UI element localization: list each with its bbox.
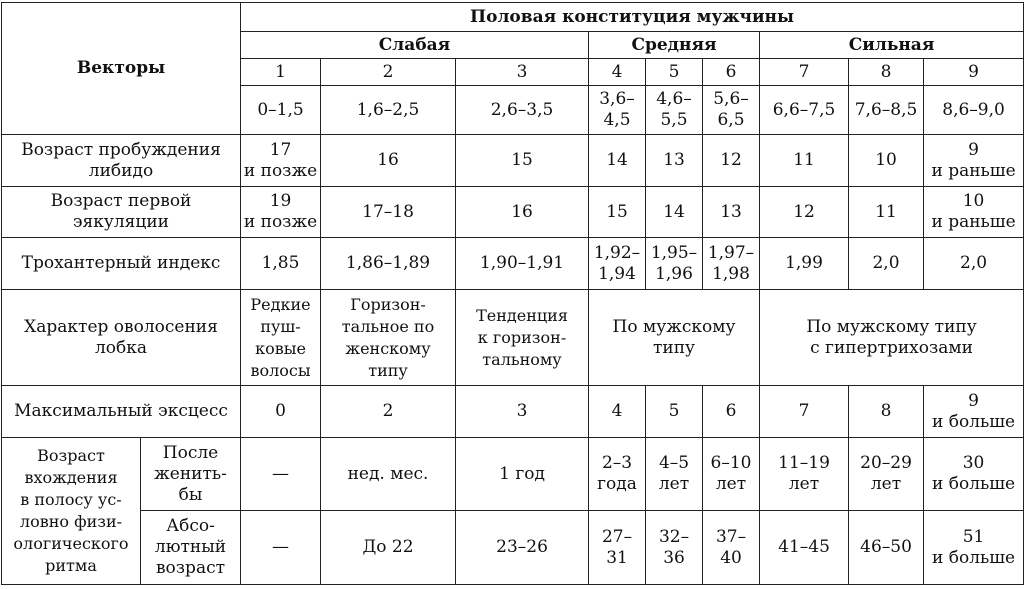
group-weak: Слабая	[241, 32, 589, 59]
table-cell: 32– 36	[646, 511, 703, 585]
table-cell: нед. мес.	[321, 438, 456, 511]
number-cell: 1	[241, 59, 321, 86]
table-cell: 17–18	[321, 187, 456, 238]
table-cell: 6–10 лет	[703, 438, 760, 511]
table-cell: 23–26	[456, 511, 589, 585]
table-cell: 17 и позже	[241, 135, 321, 187]
table-cell: 13	[703, 187, 760, 238]
number-cell: 5	[646, 59, 703, 86]
table-cell: 7	[760, 386, 849, 438]
table-cell: 51 и больше	[924, 511, 1024, 585]
number-cell: 2	[321, 59, 456, 86]
table-cell: 4–5 лет	[646, 438, 703, 511]
row-label-rhythm: Возраст вхождения в полосу ус- ловно физи- ологического ритма	[2, 438, 141, 585]
table-cell: Редкие пуш- ковые волосы	[241, 290, 321, 386]
table-cell: 20–29 лет	[849, 438, 924, 511]
table-cell: 19 и позже	[241, 187, 321, 238]
table-cell: 14	[589, 135, 646, 187]
table-cell: 16	[321, 135, 456, 187]
table-cell: 1,86–1,89	[321, 238, 456, 290]
table-cell: Горизон- тальное по женскому типу	[321, 290, 456, 386]
table-cell: 41–45	[760, 511, 849, 585]
range-cell: 2,6–3,5	[456, 86, 589, 135]
constitution-table	[1, 2, 1024, 585]
table-cell: 11	[849, 187, 924, 238]
table-cell: До 22	[321, 511, 456, 585]
table-cell: 2	[321, 386, 456, 438]
table-cell: 27– 31	[589, 511, 646, 585]
table-cell: 8	[849, 386, 924, 438]
table-cell: 10	[849, 135, 924, 187]
table-cell: 1,85	[241, 238, 321, 290]
table-cell: 16	[456, 187, 589, 238]
vectors-header: Векторы	[2, 3, 241, 135]
range-cell: 1,6–2,5	[321, 86, 456, 135]
table-cell: 15	[456, 135, 589, 187]
group-medium: Средняя	[589, 32, 760, 59]
range-cell: 0–1,5	[241, 86, 321, 135]
table-cell: 11–19 лет	[760, 438, 849, 511]
table-cell: 0	[241, 386, 321, 438]
table-cell: По мужскому типу с гипертрихозами	[760, 290, 1024, 386]
table-cell: 2–3 года	[589, 438, 646, 511]
table-cell: 10 и раньше	[924, 187, 1024, 238]
table-cell: —	[241, 438, 321, 511]
table-cell: 37– 40	[703, 511, 760, 585]
table-cell: 9 и больше	[924, 386, 1024, 438]
table-cell: 3	[456, 386, 589, 438]
table-cell: 2,0	[924, 238, 1024, 290]
group-strong: Сильная	[760, 32, 1024, 59]
table-cell: 4	[589, 386, 646, 438]
row-sublabel-after-marriage: После женить- бы	[141, 438, 241, 511]
table-cell: 2,0	[849, 238, 924, 290]
number-cell: 8	[849, 59, 924, 86]
table-cell: 14	[646, 187, 703, 238]
range-cell: 3,6– 4,5	[589, 86, 646, 135]
range-cell: 8,6–9,0	[924, 86, 1024, 135]
constitution-header: Половая конституция мужчины	[241, 3, 1024, 32]
range-cell: 7,6–8,5	[849, 86, 924, 135]
table-cell: Тенденция к горизон- тальному	[456, 290, 589, 386]
row-label-libido: Возраст пробуждения либидо	[2, 135, 241, 187]
table-cell: —	[241, 511, 321, 585]
number-cell: 3	[456, 59, 589, 86]
number-cell: 9	[924, 59, 1024, 86]
table-cell: 9 и раньше	[924, 135, 1024, 187]
range-cell: 6,6–7,5	[760, 86, 849, 135]
row-label-ejaculation: Возраст первой эякуляции	[2, 187, 241, 238]
row-label-hair: Характер оволосения лобка	[2, 290, 241, 386]
table-cell: 46–50	[849, 511, 924, 585]
row-label-excess: Максимальный эксцесс	[2, 386, 241, 438]
table-cell: 1,99	[760, 238, 849, 290]
table-cell: 30 и больше	[924, 438, 1024, 511]
range-cell: 5,6– 6,5	[703, 86, 760, 135]
number-cell: 7	[760, 59, 849, 86]
row-label-trochanter: Трохантерный индекс	[2, 238, 241, 290]
number-cell: 6	[703, 59, 760, 86]
number-cell: 4	[589, 59, 646, 86]
table-cell: 6	[703, 386, 760, 438]
table-cell: 12	[760, 187, 849, 238]
table-cell: 1,92– 1,94	[589, 238, 646, 290]
table-cell: 5	[646, 386, 703, 438]
table-cell: 13	[646, 135, 703, 187]
table-cell: 11	[760, 135, 849, 187]
table-cell: 12	[703, 135, 760, 187]
table-cell: 1 год	[456, 438, 589, 511]
table-cell: 1,95– 1,96	[646, 238, 703, 290]
range-cell: 4,6– 5,5	[646, 86, 703, 135]
row-sublabel-absolute-age: Абсо- лютный возраст	[141, 511, 241, 585]
table-cell: По мужскому типу	[589, 290, 760, 386]
table-cell: 1,97– 1,98	[703, 238, 760, 290]
table-cell: 15	[589, 187, 646, 238]
table-cell: 1,90–1,91	[456, 238, 589, 290]
